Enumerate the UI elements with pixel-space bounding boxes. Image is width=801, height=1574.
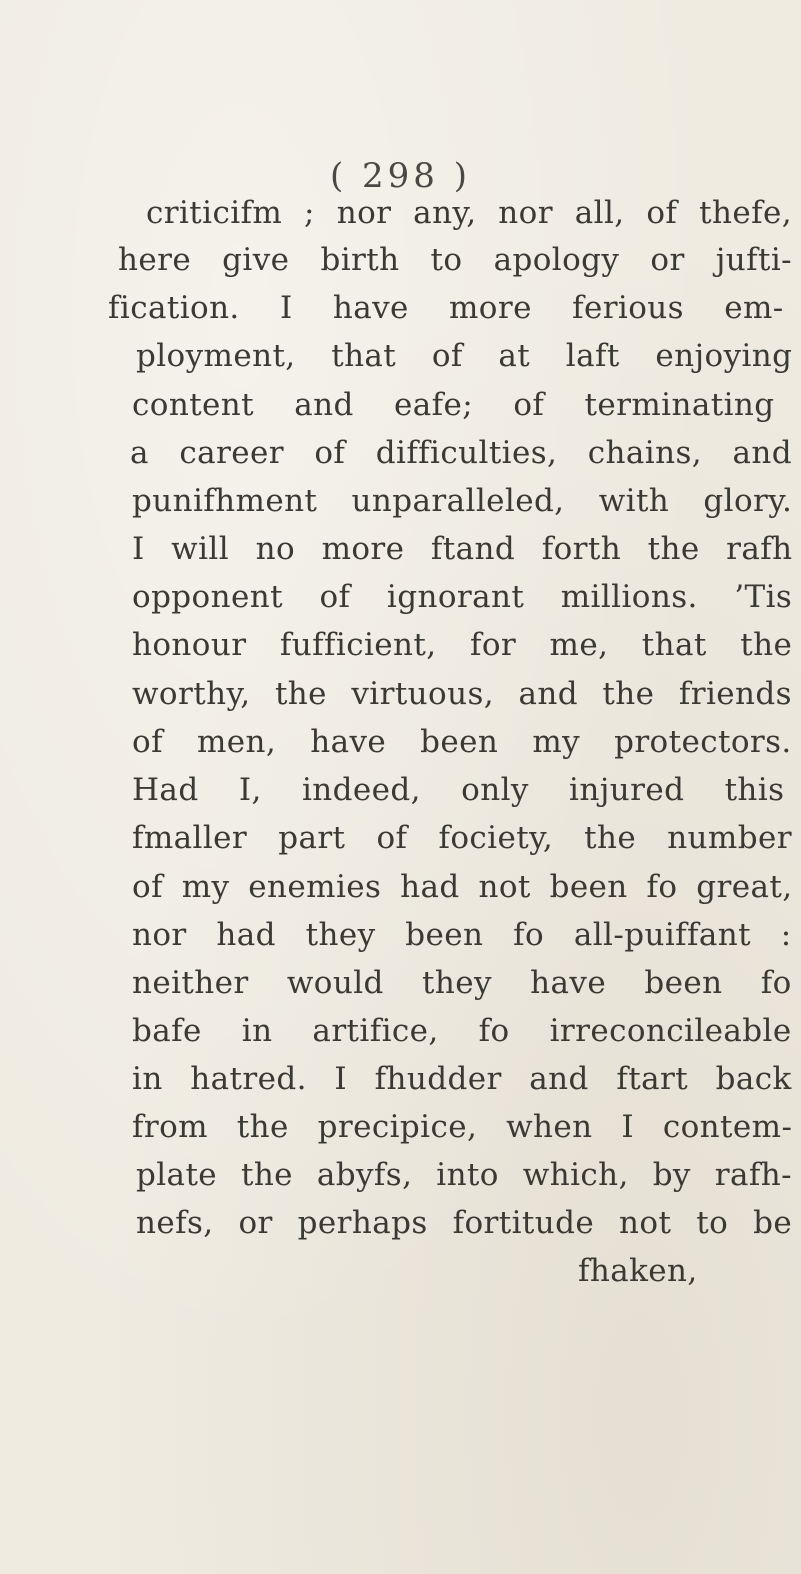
text-line: neither would they have been fo <box>132 965 792 1001</box>
text-line: nor had they been fo all-puiffant : <box>132 917 792 953</box>
page-number: ( 298 ) <box>329 156 472 196</box>
text-line: criticifm ; nor any, nor all, of thefe, <box>146 195 792 231</box>
text-line: punifhment unparalleled, with glory. <box>132 483 793 519</box>
text-line: of men, have been my protectors. <box>132 724 792 760</box>
text-line: a career of difficulties, chains, and <box>130 435 792 471</box>
text-line: here give birth to apology or jufti- <box>118 242 793 278</box>
text-line: fmaller part of fociety, the number <box>132 820 792 856</box>
text-line: fication. I have more ferious em- <box>108 290 784 326</box>
text-line: bafe in artifice, fo irreconcileable <box>132 1013 792 1049</box>
catchword: fhaken, <box>578 1253 698 1289</box>
text-line: I will no more ftand forth the rafh <box>132 531 793 567</box>
text-line: Had I, indeed, only injured this <box>132 772 785 808</box>
text-line: nefs, or perhaps fortitude not to be <box>136 1205 793 1241</box>
text-line: opponent of ignorant millions. ’Tis <box>132 579 793 615</box>
text-line: worthy, the virtuous, and the friends <box>132 676 792 712</box>
text-line: in hatred. I fhudder and ftart back <box>132 1061 792 1097</box>
text-line: from the precipice, when I contem- <box>132 1109 793 1145</box>
text-line: ployment, that of at laft enjoying <box>136 338 793 374</box>
text-line: plate the abyfs, into which, by rafh- <box>136 1157 792 1193</box>
text-line: content and eafe; of terminating <box>132 387 775 423</box>
text-line: of my enemies had not been fo great, <box>132 869 793 905</box>
text-line: honour fufficient, for me, that the <box>132 627 793 663</box>
